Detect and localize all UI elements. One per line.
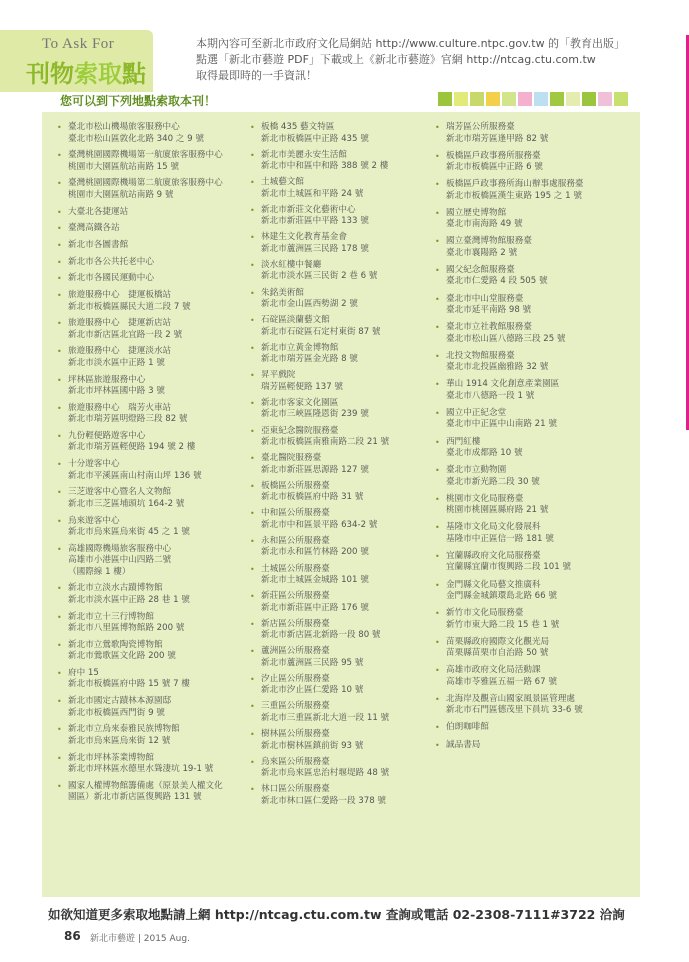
location-entry [250,343,446,366]
location-address: 新北市土城區金城路 101 號 [261,575,369,585]
location-name: • 十分遊客中心 [68,459,120,470]
location-address: 新北市板橋區西門街 9 號 [68,707,165,718]
location-address: 臺北市新光路二段 30 號 [446,476,540,487]
location-address: 臺北市成都路 10 號 [446,448,523,459]
location-name: • 板橋區戶政事務所海山辦事處服務臺 [446,179,584,190]
location-entry [250,453,446,476]
location-name: • 林口區公所服務臺 [261,784,330,795]
location-entry [250,150,446,173]
location-entry [250,508,446,531]
location-entry [57,346,257,369]
section-title-en: To Ask For [42,36,115,52]
location-address: 臺北市仁愛路 4 段 505 號 [446,276,548,287]
location-entry [57,668,257,691]
location-name: • 旅遊服務中心 捷運板橋站 [68,290,172,300]
location-name: • 誠品書局 [446,739,481,750]
location-address: 新北市三峽區隆恩街 239 號 [261,409,369,420]
location-name: • 府中 15 [68,667,99,678]
location-name: • 新北市客家文化園區 [261,397,339,408]
location-address: 臺北市延平南路 98 號 [446,305,532,316]
location-name: • 國父紀念館服務臺 [446,264,515,275]
location-name: • 三芝遊客中心暨名人文物館 [68,487,172,498]
location-name: • 大臺北各捷運站 [68,206,129,217]
location-address: 新北市板橋區漢生東路 195 之 1 號 [446,190,582,201]
location-entry [57,150,257,173]
location-entry [435,236,635,259]
location-entry [250,205,446,228]
location-name: • 三重區公所服務臺 [261,701,330,712]
location-address: 桃園市大園區航站南路 15 號 [68,161,179,172]
location-entry [57,544,257,579]
location-name: • 九份輕便路遊客中心 [68,430,146,441]
location-address: 新北市金山區西勢湖 2 號 [261,299,358,310]
location-name: • 國立臺灣博物館服務臺 [446,236,532,247]
color-square [566,92,580,106]
location-entry [435,665,635,688]
section-title-zh-part2: 索取 [74,60,122,88]
location-address: 新北市新店區北新路一段 80 號 [261,630,381,641]
location-name: • 基隆市文化局文化發展科 [446,522,541,533]
location-address: 新北市板橋區中正路 435 號 [261,133,369,144]
color-square [486,92,500,106]
location-entry [57,640,257,663]
location-entry [57,403,257,426]
location-entry [435,580,635,603]
location-entry [57,318,257,341]
location-address: 新北市永和區竹林路 200 號 [261,547,369,558]
location-entry [57,122,257,145]
publication-info: 新北市藝遊 | 2015 Aug. [90,934,190,944]
color-square [582,92,596,106]
location-name: • 石碇區淡蘭藝文館 [261,315,330,326]
location-address: （國際線 1 樓） [68,566,131,577]
location-entry [57,223,257,235]
location-entry [250,784,446,807]
location-address: 新北市烏來區烏來街 45 之 1 號 [68,527,190,537]
location-entry [250,701,446,724]
location-entry [250,674,446,697]
location-address: 園區）新北市新店區復興路 131 號 [68,792,202,803]
footer-note: 如欲知道更多索取地點請上網 http://ntcag.ctu.com.tw 查詢或電話 02-2308-7111#3722 洽詢 [48,907,625,922]
location-entry [435,408,635,431]
location-entry [250,591,446,614]
location-entry [57,612,257,635]
location-address: 新北市淡水區三民街 2 巷 6 號 [261,271,378,282]
location-address: 新北市淡水區中正路 1 號 [68,357,165,368]
section-title-zh-part1: 刊物 [26,60,74,88]
location-entry [57,583,257,606]
location-address: 新北市中和區中和路 388 號 2 樓 [261,161,389,172]
location-name: • 土城藝文館 [261,177,304,188]
location-name: • 國立中正紀念堂 [446,407,507,418]
location-name: • 臺北市松山機場旅客服務中心 [68,122,180,132]
color-square [454,92,468,106]
subtitle: 您可以到下列地點索取本刊！ [60,94,217,108]
location-name: • 北投文物館服務臺 [446,350,515,361]
location-address: 新北市汐止區仁愛路 10 號 [261,685,364,696]
location-entry [250,619,446,642]
color-square [470,92,484,106]
location-name: • 新北市立十三行博物館 [68,611,154,622]
location-entry [250,122,446,145]
location-address: 新北市板橋區南雅南路二段 21 號 [261,437,390,448]
location-address: 新北市鶯歌區文化路 200 號 [68,651,176,662]
section-title-zh [26,54,146,89]
location-address: 新北市板橋區府中路 15 號 7 樓 [68,679,190,690]
location-address: 金門縣金城鎮環島北路 66 號 [446,591,557,601]
location-entry [250,177,446,200]
location-name: • 苗栗縣政府國際文化觀光局 [446,636,550,647]
location-address: 臺北市中正區中山南路 21 號 [446,419,557,430]
location-entry [57,487,257,510]
color-square [614,92,628,106]
locations-column-1 [57,122,257,809]
location-name: • 國立歷史博物館 [446,207,507,218]
location-name: • 臺灣高鐵各站 [68,223,120,234]
location-address: 新北市瑞芳區逢甲路 82 號 [446,133,549,144]
location-address: 新北市淡水區中正路 28 巷 1 號 [68,594,190,605]
location-entry [250,426,446,449]
intro-line-3: 取得最即時的一手資訊！ [196,69,317,82]
location-name: • 高雄國際機場旅客服務中心 [68,543,172,554]
location-name: • 烏來區公所服務臺 [261,756,330,767]
subtitle-row [30,92,628,108]
location-name: • 臺灣桃園國際機場第一航廈旅客服務中心 [68,150,223,161]
location-address: 瑞芳區輕便路 137 號 [261,381,344,392]
location-entry [57,207,257,219]
location-name: • 新北市國定古蹟林本源園邸 [68,696,172,707]
location-name: • 伯朗咖啡館 [446,722,489,733]
location-name: • 瑞芳區公所服務臺 [446,122,515,132]
location-address: 新竹市東大路二段 15 巷 1 號 [446,619,560,630]
location-name: • 桃園市文化局服務臺 [446,493,524,504]
location-name: • 新北市立黃金博物館 [261,342,339,353]
location-address: 高雄市小港區中山四路二號 [68,555,172,566]
location-name: • 新北市各圖書館 [68,239,129,250]
location-address: 新北市林口區仁愛路一段 378 號 [261,795,386,806]
location-entry [435,351,635,374]
location-entry [57,178,257,201]
color-square [550,92,564,106]
location-address: 桃園市大園區航站南路 9 號 [68,189,174,200]
location-address: 臺北市北投區幽雅路 32 號 [446,362,549,373]
location-entry [250,646,446,669]
location-address: 新北市板橋區中正路 6 號 [446,162,543,173]
location-name: • 新北市坪林茶業博物館 [68,752,154,763]
location-name: • 臺北市中山堂服務臺 [446,293,524,304]
location-address: 高雄市苓雅區五福一路 67 號 [446,676,557,687]
location-name: • 臺北市立動物園 [446,465,507,476]
location-address: 臺北市松山區敦化北路 340 之 9 號 [68,133,204,144]
location-entry [435,465,635,488]
location-address: 桃園市桃園區縣府路 21 號 [446,505,549,516]
location-entry [250,315,446,338]
location-name: • 新店區公所服務臺 [261,618,330,629]
location-entry [250,729,446,752]
location-entry [57,781,257,804]
location-name: • 林建生文化教育基金會 [261,232,347,243]
location-entry [250,757,446,780]
location-name: • 新莊區公所服務臺 [261,591,330,602]
location-address: 新北市坪林區水德里水聳淒坑 19-1 號 [68,764,214,774]
location-entry [250,260,446,283]
locations-column-2 [250,122,446,812]
location-entry [57,290,257,313]
location-address: 新北市瑞芳區輕便路 194 號 2 樓 [68,442,196,453]
location-name: • 臺灣桃園國際機場第二航廈旅客服務中心 [68,178,223,189]
locations-panel [42,112,640,897]
location-address: 宜蘭縣宜蘭市復興路二段 101 號 [446,562,571,573]
location-name: • 臺北市立社教館服務臺 [446,322,532,333]
location-entry [57,240,257,252]
location-name: • 朱銘美術館 [261,287,304,298]
location-name: • 旅遊服務中心 捷運淡水站 [68,346,172,357]
location-entry [250,370,446,393]
location-name: • 新北市立鶯歌陶瓷博物館 [68,639,163,650]
location-address: 苗栗縣苗栗市自治路 50 號 [446,648,549,659]
location-name: • 板橋 435 藝文特區 [261,122,335,132]
location-entry [435,294,635,317]
location-name: • 昇平戲院 [261,370,296,381]
location-address: 新北市新莊區中平路 133 號 [261,216,369,227]
location-name: • 新北市立烏來泰雅民族博物館 [68,724,180,735]
location-name: • 華山 1914 文化創意產業園區 [446,379,560,390]
location-entry [435,637,635,660]
location-address: 新北市土城區和平路 24 號 [261,188,364,199]
location-name: • 汐止區公所服務臺 [261,673,330,684]
location-name: • 新北市各公共托老中心 [68,256,154,267]
location-entry [435,740,635,752]
intro-line-2: 點選「新北市藝遊 PDF」下載或上《新北市藝遊》官網 http://ntcag.ctu.com.tw [196,53,596,66]
location-name: • 西門紅樓 [446,436,481,447]
location-address: 臺北市八德路一段 1 號 [446,390,535,401]
location-name: • 宜蘭縣政府文化局服務臺 [446,550,541,561]
color-square [502,92,516,106]
location-address: 新北市蘆洲區三民路 95 號 [261,657,364,668]
location-entry [250,481,446,504]
location-entry [435,437,635,460]
location-name: • 坪林區旅遊服務中心 [68,374,146,385]
location-entry [57,273,257,285]
color-square [534,92,548,106]
location-entry [435,265,635,288]
location-address: 新北市新莊區思源路 127 號 [261,464,369,475]
location-address: 新北市新莊區中正路 176 號 [261,602,369,613]
location-address: 新北市石碇區石定村東街 87 號 [261,326,381,337]
location-entry [435,208,635,231]
location-entry [435,551,635,574]
location-entry [57,724,257,747]
location-entry [57,375,257,398]
intro-line-1: 本期內容可至新北市政府文化局網站 http://www.culture.ntpc.gov.tw 的「教育出版」 [196,37,626,50]
location-name: • 樹林區公所服務臺 [261,729,330,740]
location-name: • 高雄市政府文化局活動課 [446,665,541,676]
location-name: • 淡水紅樓中餐廳 [261,259,322,270]
location-entry [435,522,635,545]
location-entry [57,459,257,482]
location-entry [250,536,446,559]
location-entry [250,564,446,587]
location-entry [57,753,257,776]
location-entry [435,494,635,517]
color-square [518,92,532,106]
page-number: 86 [64,929,81,943]
location-entry [57,516,257,539]
location-address: 臺北市南海路 49 號 [446,219,523,230]
location-address: 新北市板橋區府中路 31 號 [261,492,364,503]
location-entry [435,608,635,631]
location-entry [250,398,446,421]
location-address: 新北市石門區德茂里下員坑 33-6 號 [446,705,583,716]
location-address: 臺北市襄陽路 2 號 [446,247,518,258]
location-name: • 蘆洲區公所服務臺 [261,646,330,657]
location-entry [435,151,635,174]
location-name: • 亞東紀念醫院服務臺 [261,425,339,436]
location-address: 新北市三重區新北大道一段 11 號 [261,712,390,723]
location-name: • 中和區公所服務臺 [261,508,330,519]
location-name: • 烏來遊客中心 [68,515,120,526]
location-entry [250,232,446,255]
location-address: 新北市新店區北宜路一段 2 號 [68,329,183,340]
location-name: • 新北市新莊文化藝術中心 [261,204,356,215]
decorative-color-squares [436,92,628,106]
location-address: 新北市坪林區國中路 3 號 [68,386,165,397]
location-name: • 旅遊服務中心 捷運新店站 [68,318,172,329]
location-entry [57,696,257,719]
location-name: • 新北市美麗永安生活館 [261,149,347,160]
location-address: 新北市中和區景平路 634-2 號 [261,519,378,530]
location-name: • 北海岸及觀音山國家風景區管理處 [446,693,575,704]
location-address: 新北市瑞芳區明燈路三段 82 號 [68,414,188,425]
location-name: • 新竹市文化局服務臺 [446,608,524,619]
section-title-zh-part3: 點 [122,60,146,88]
location-address: 新北市烏來區忠治村堰堤路 48 號 [261,768,390,779]
location-entry [435,122,635,145]
location-name: • 臺北醫院服務臺 [261,453,322,464]
location-address: 新北市蘆洲區三民路 178 號 [261,243,369,254]
location-address: 新北市平溪區南山村南山坪 136 號 [68,470,202,481]
location-entry [435,722,635,734]
color-square [438,92,452,106]
location-entry [435,322,635,345]
location-name: • 板橋區公所服務臺 [261,480,330,491]
location-name: • 新北市立淡水古蹟博物館 [68,583,163,594]
location-name: • 土城區公所服務臺 [261,563,330,574]
location-entry [57,431,257,454]
location-address: 新北市板橋區縣民大道二段 7 號 [68,301,191,312]
location-name: • 永和區公所服務臺 [261,535,330,546]
location-address: 新北市三芝區埔頭坑 164-2 號 [68,498,185,509]
location-address: 基隆市中正區信一路 181 號 [446,533,554,544]
locations-column-3 [435,122,635,757]
color-square [598,92,612,106]
location-entry [435,694,635,717]
location-address: 新北市瑞芳區金光路 8 號 [261,354,358,365]
location-entry [250,288,446,311]
location-name: • 旅遊服務中心 瑞芳火車站 [68,402,172,413]
location-entry [435,379,635,402]
intro-text [196,36,636,84]
location-name: • 新北市各國民運動中心 [68,273,154,284]
location-address: 新北市烏來區烏來街 12 號 [68,735,171,746]
location-name: • 國家人權博物館籌備處（原景美人權文化 [68,780,223,791]
location-address: 新北市樹林區鎮前街 93 號 [261,740,364,751]
location-address: 新北市八里區博物館路 200 號 [68,623,185,634]
location-address: 臺北市松山區八德路三段 25 號 [446,333,566,344]
location-entry [57,257,257,269]
location-name: • 金門縣文化局藝文推廣科 [446,579,541,590]
location-entry [435,179,635,202]
location-name: • 板橋區戶政事務所服務臺 [446,150,541,161]
